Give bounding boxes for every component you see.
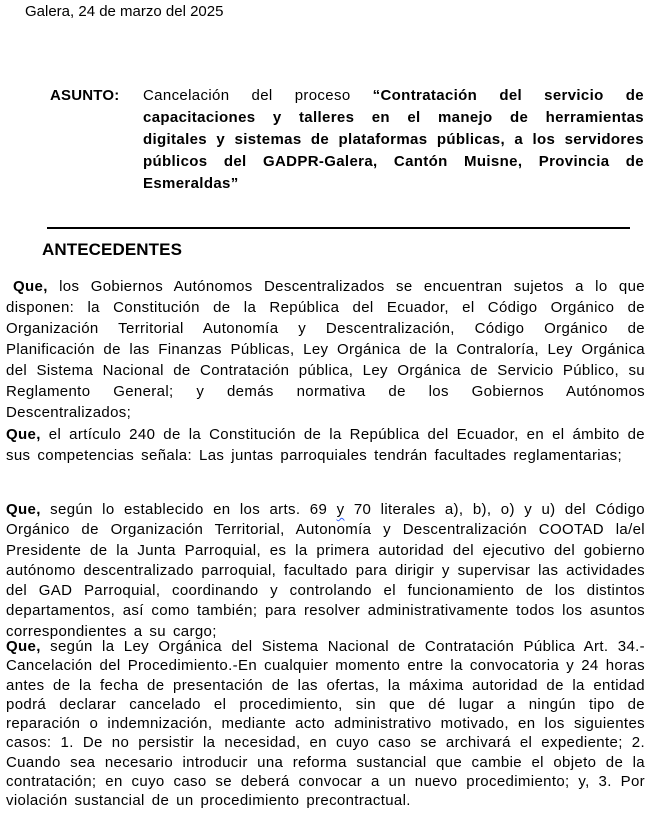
paragraph-lead: Que,	[6, 501, 41, 518]
date-line: Galera, 24 de marzo del 2025	[25, 3, 224, 20]
paragraph-que-2	[6, 424, 645, 466]
subject-block	[50, 85, 644, 195]
section-heading: ANTECEDENTES	[42, 240, 183, 259]
paragraph-body: el artículo 240 de la Constitución de la República del Ecuador, en el ámbito de sus competencias señala: Las juntas parroquiales tendrán facultades reglamentarias;	[6, 426, 645, 464]
paragraph-body-end: 70 literales a), b), o) y u) del Código Orgánico de Organización Territorial, Autonomía y Descentralización COOTAD la/el Presidente de la Junta Parroquial, es la primera autoridad del ejecutivo del gobierno autónomo descentralizado parroquial, facultado para dirigir y supervisar las actividades del GAD Parroquial, coordinando y controlando el funcionamiento de los distintos departamentos, así como también; para resolver administrativamente todos los asuntos correspondientes a su cargo;	[6, 501, 645, 640]
subject-text	[143, 85, 644, 195]
paragraph-lead: Que,	[13, 278, 48, 295]
paragraph-lead: Que,	[6, 638, 41, 655]
subject-intro: Cancelación del proceso	[143, 87, 373, 104]
subject-label: ASUNTO:	[50, 87, 120, 104]
paragraph-lead: Que,	[6, 426, 41, 443]
subject-quoted-title: “Contratación del servicio de capacitaciones y talleres en el manejo de herramientas digitales y sistemas de plataformas públicas, a los servidores públicos del GADPR-Galera, Cantón Muisne, Provincia de Esmeraldas”	[143, 87, 644, 192]
paragraph-que-4	[6, 637, 645, 811]
paragraph-body-start: según lo establecido en los arts. 69	[40, 501, 337, 518]
paragraph-body: los Gobiernos Autónomos Descentralizados se encuentran sujetos a lo que disponen: la Constitución de la República del Ecuador, el Código Orgánico de Organización Territorial Autonomía y Descentralización, Código Orgánico de Planificación de las Finanzas Públicas, Ley Orgánica de la Contraloría, Ley Orgánica del Sistema Nacional de Contratación pública, Ley Orgánica de Servicio Público, su Reglamento General; y demás normativa de los Gobiernos Autónomos Descentralizados;	[6, 278, 645, 421]
grammar-flagged-word: y	[336, 501, 345, 518]
paragraph-que-1	[6, 276, 645, 423]
paragraph-body: según la Ley Orgánica del Sistema Nacional de Contratación Pública Art. 34.- Cancelación del Procedimiento.-En cualquier momento entre la convocatoria y 24 horas antes de la fecha de presentación de las ofertas, la máxima autoridad de la entidad podrá declarar cancelado el procedimiento, sin que dé lugar a ningún tipo de reparación o indemnización, mediante acto administrativo motivado, en los siguientes casos: 1. De no persistir la necesidad, en cuyo caso se archivará el expediente; 2. Cuando sea necesario introducir una reforma sustancial que cambie el objeto de la contratación; en cuyo caso se deberá convocar a un nuevo procedimiento; y, 3. Por violación sustancial de un procedimiento precontractual.	[6, 638, 645, 810]
section-divider	[47, 227, 630, 229]
paragraph-que-3	[6, 500, 645, 642]
